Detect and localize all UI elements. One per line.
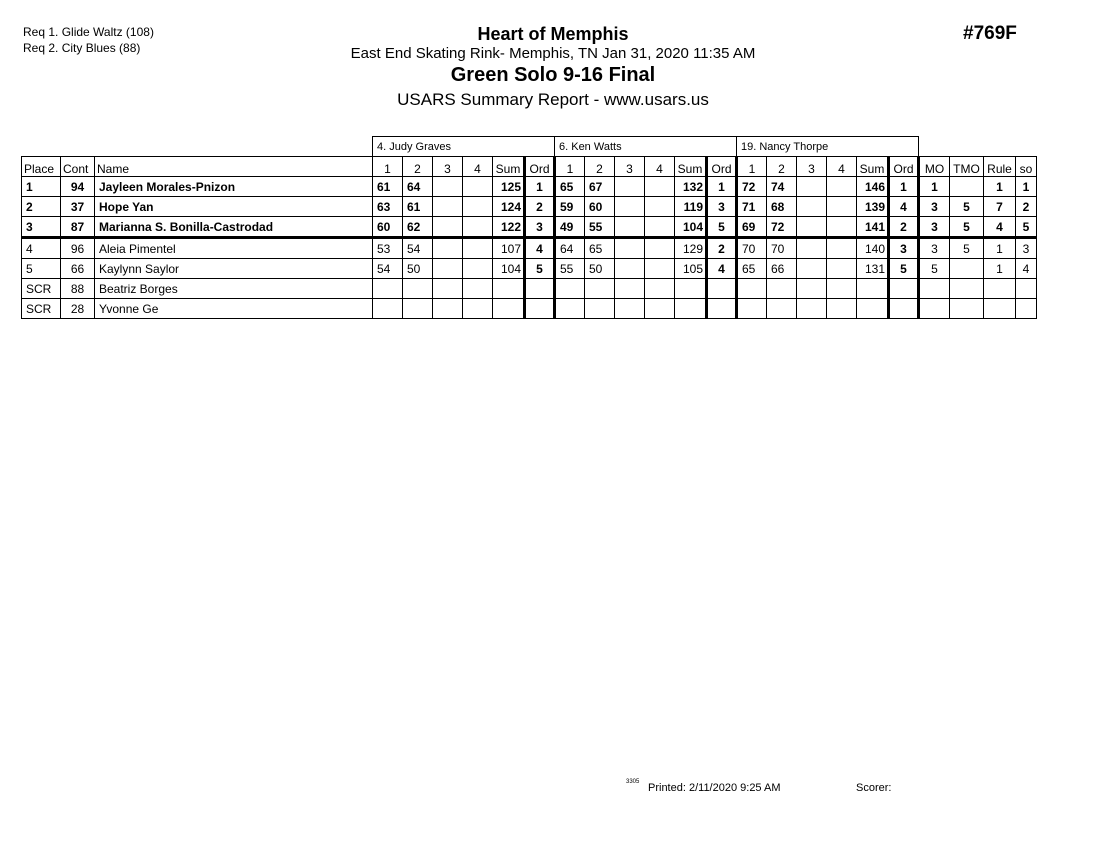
- judge-score-cell: [433, 197, 463, 217]
- column-header-mo: MO: [919, 157, 950, 177]
- rule-cell: 1: [984, 259, 1016, 279]
- judge-ordinal-cell: 5: [525, 259, 555, 279]
- judge-score-cell: [463, 259, 493, 279]
- judge-sum-cell: 141: [857, 217, 889, 238]
- place-cell: 3: [22, 217, 61, 238]
- judge-score-cell: 60: [585, 197, 615, 217]
- event-name: Heart of Memphis: [477, 24, 629, 44]
- place-cell: 4: [22, 238, 61, 259]
- judge-sum-cell: 129: [675, 238, 707, 259]
- judge-score-cell: [767, 279, 797, 299]
- judge-score-cell: [797, 299, 827, 319]
- place-cell: SCR: [22, 279, 61, 299]
- skater-name-cell: Hope Yan: [95, 197, 373, 217]
- required-dance-2: Req 2. City Blues (88): [23, 41, 141, 55]
- contestant-number-cell: 87: [61, 217, 95, 238]
- judge-ordinal-cell: 4: [707, 259, 737, 279]
- report-name: USARS Summary Report - www.usars.us: [397, 90, 709, 109]
- judge-score-cell: 71: [737, 197, 767, 217]
- skater-name-cell: Jayleen Morales-Pnizon: [95, 177, 373, 197]
- judge-ordinal-cell: 5: [707, 217, 737, 238]
- rule-cell: [984, 299, 1016, 319]
- so-cell: [1016, 279, 1037, 299]
- judge-sum-cell: 125: [493, 177, 525, 197]
- place-cell: 5: [22, 259, 61, 279]
- judge-score-cell: [463, 279, 493, 299]
- table-row: [22, 177, 1037, 197]
- judge-name: 6. Ken Watts: [555, 137, 737, 157]
- judge-score-cell: 62: [403, 217, 433, 238]
- judge-sum-cell: 140: [857, 238, 889, 259]
- judge-score-cell: [433, 259, 463, 279]
- judge-score-cell: [797, 259, 827, 279]
- so-cell: 4: [1016, 259, 1037, 279]
- judge-score-cell: [737, 279, 767, 299]
- judge-score-cell: [585, 299, 615, 319]
- judge-score-cell: 66: [767, 259, 797, 279]
- judge-sum-cell: 139: [857, 197, 889, 217]
- column-header-cont: Cont: [61, 157, 95, 177]
- mo-cell: [919, 279, 950, 299]
- judge-score-cell: [645, 279, 675, 299]
- mo-cell: 3: [919, 238, 950, 259]
- judge-score-cell: [463, 177, 493, 197]
- skater-name-cell: Yvonne Ge: [95, 299, 373, 319]
- judge-score-cell: 67: [585, 177, 615, 197]
- judge-score-cell: 63: [373, 197, 403, 217]
- judge-score-cell: 68: [767, 197, 797, 217]
- contestant-number-cell: 96: [61, 238, 95, 259]
- judge-score-cell: 65: [737, 259, 767, 279]
- tmo-cell: [950, 177, 984, 197]
- table-row: [22, 299, 1037, 319]
- judge-score-cell: [615, 197, 645, 217]
- judge-score-cell: [615, 238, 645, 259]
- judge-sum-cell: 107: [493, 238, 525, 259]
- column-header-judge-score: Ord: [525, 157, 555, 177]
- column-header-judge-score: Sum: [857, 157, 889, 177]
- results-table: [21, 136, 1037, 319]
- table-row: [22, 238, 1037, 259]
- event-number: #769F: [963, 23, 1017, 44]
- judge-score-cell: [767, 299, 797, 319]
- column-header-name: Name: [95, 157, 373, 177]
- judge-score-cell: [827, 259, 857, 279]
- judge-score-cell: [797, 177, 827, 197]
- judge-score-cell: [555, 279, 585, 299]
- judge-score-cell: [433, 177, 463, 197]
- tmo-cell: 5: [950, 238, 984, 259]
- judge-score-cell: 72: [767, 217, 797, 238]
- judge-score-cell: 55: [555, 259, 585, 279]
- judge-ordinal-cell: 3: [525, 217, 555, 238]
- judge-score-cell: [645, 177, 675, 197]
- column-header-judge-score: Sum: [675, 157, 707, 177]
- table-row: [22, 197, 1037, 217]
- column-header-judge-score: Ord: [707, 157, 737, 177]
- judge-score-cell: 64: [403, 177, 433, 197]
- judge-ordinal-cell: [707, 279, 737, 299]
- judge-score-cell: [827, 177, 857, 197]
- column-header-judge-score: 3: [433, 157, 463, 177]
- column-header-judge-score: 3: [797, 157, 827, 177]
- judge-row: [22, 137, 1037, 157]
- judge-score-cell: 61: [373, 177, 403, 197]
- judge-score-cell: [463, 238, 493, 259]
- judge-score-cell: 54: [403, 238, 433, 259]
- judge-score-cell: 69: [737, 217, 767, 238]
- judge-score-cell: 50: [585, 259, 615, 279]
- judge-sum-cell: 131: [857, 259, 889, 279]
- column-header-judge-score: 2: [767, 157, 797, 177]
- place-cell: SCR: [22, 299, 61, 319]
- judge-score-cell: [373, 279, 403, 299]
- judge-score-cell: [737, 299, 767, 319]
- mo-cell: 1: [919, 177, 950, 197]
- place-cell: 1: [22, 177, 61, 197]
- rule-cell: 7: [984, 197, 1016, 217]
- skater-name-cell: Aleia Pimentel: [95, 238, 373, 259]
- judge-score-cell: [615, 279, 645, 299]
- tmo-cell: [950, 299, 984, 319]
- column-header-judge-score: 4: [645, 157, 675, 177]
- table-row: [22, 259, 1037, 279]
- judge-score-cell: [645, 217, 675, 238]
- column-header-judge-score: 1: [737, 157, 767, 177]
- judge-score-cell: 53: [373, 238, 403, 259]
- judge-score-cell: [797, 197, 827, 217]
- judge-score-cell: [797, 279, 827, 299]
- judge-score-cell: 70: [737, 238, 767, 259]
- rule-cell: [984, 279, 1016, 299]
- column-header-rule: Rule: [984, 157, 1016, 177]
- mo-cell: [919, 299, 950, 319]
- tmo-cell: 5: [950, 197, 984, 217]
- contestant-number-cell: 66: [61, 259, 95, 279]
- column-header-judge-score: 1: [373, 157, 403, 177]
- judge-score-cell: [373, 299, 403, 319]
- contestant-number-cell: 37: [61, 197, 95, 217]
- required-dance-1: Req 1. Glide Waltz (108): [23, 25, 154, 39]
- judge-sum-cell: 119: [675, 197, 707, 217]
- judge-sum-cell: [675, 279, 707, 299]
- judge-name: 19. Nancy Thorpe: [737, 137, 919, 157]
- judge-score-cell: 65: [585, 238, 615, 259]
- rule-cell: 1: [984, 238, 1016, 259]
- judge-score-cell: [615, 177, 645, 197]
- column-header-judge-score: 2: [403, 157, 433, 177]
- judge-sum-cell: [493, 279, 525, 299]
- judge-score-cell: 72: [737, 177, 767, 197]
- judge-score-cell: 54: [373, 259, 403, 279]
- judge-score-cell: [463, 299, 493, 319]
- judge-score-cell: [463, 197, 493, 217]
- tmo-cell: 5: [950, 217, 984, 238]
- rule-cell: 1: [984, 177, 1016, 197]
- judge-ordinal-cell: 3: [889, 238, 919, 259]
- tmo-cell: [950, 279, 984, 299]
- column-header-judge-score: 3: [615, 157, 645, 177]
- footer-tag: 3305: [626, 779, 640, 785]
- judge-score-cell: [403, 299, 433, 319]
- judge-score-cell: 55: [585, 217, 615, 238]
- judge-score-cell: [827, 217, 857, 238]
- judge-ordinal-cell: 2: [525, 197, 555, 217]
- judge-ordinal-cell: [525, 299, 555, 319]
- judge-score-cell: [827, 238, 857, 259]
- skater-name-cell: Kaylynn Saylor: [95, 259, 373, 279]
- judge-score-cell: 65: [555, 177, 585, 197]
- judge-score-cell: [645, 259, 675, 279]
- judge-score-cell: 50: [403, 259, 433, 279]
- judge-score-cell: [433, 238, 463, 259]
- judge-score-cell: [645, 299, 675, 319]
- so-cell: 2: [1016, 197, 1037, 217]
- so-cell: [1016, 299, 1037, 319]
- judge-ordinal-cell: 4: [889, 197, 919, 217]
- mo-cell: 5: [919, 259, 950, 279]
- tmo-cell: [950, 259, 984, 279]
- judge-score-cell: [797, 217, 827, 238]
- column-header-judge-score: Ord: [889, 157, 919, 177]
- judge-score-cell: 59: [555, 197, 585, 217]
- mo-cell: 3: [919, 197, 950, 217]
- column-header-tmo: TMO: [950, 157, 984, 177]
- mo-cell: 3: [919, 217, 950, 238]
- judge-score-cell: [433, 279, 463, 299]
- column-header-so: so: [1016, 157, 1037, 177]
- judge-score-cell: 61: [403, 197, 433, 217]
- contestant-number-cell: 28: [61, 299, 95, 319]
- judge-score-cell: 64: [555, 238, 585, 259]
- judge-ordinal-cell: 2: [889, 217, 919, 238]
- so-cell: 3: [1016, 238, 1037, 259]
- judge-score-cell: [827, 279, 857, 299]
- judge-score-cell: [827, 299, 857, 319]
- column-header-judge-score: 2: [585, 157, 615, 177]
- judge-score-cell: [645, 238, 675, 259]
- judge-score-cell: [615, 217, 645, 238]
- judge-score-cell: [797, 238, 827, 259]
- so-cell: 1: [1016, 177, 1037, 197]
- judge-ordinal-cell: 1: [889, 177, 919, 197]
- page-title: Green Solo 9-16 Final: [450, 64, 656, 86]
- judge-sum-cell: [675, 299, 707, 319]
- column-header-row: [22, 157, 1037, 177]
- column-header-judge-score: 1: [555, 157, 585, 177]
- skater-name-cell: Marianna S. Bonilla-Castrodad: [95, 217, 373, 238]
- judge-score-cell: [463, 217, 493, 238]
- column-header-judge-score: 4: [463, 157, 493, 177]
- table-row: [22, 279, 1037, 299]
- column-header-judge-score: 4: [827, 157, 857, 177]
- judge-sum-cell: 122: [493, 217, 525, 238]
- judge-ordinal-cell: 4: [525, 238, 555, 259]
- judge-sum-cell: 104: [493, 259, 525, 279]
- judge-ordinal-cell: [525, 279, 555, 299]
- judge-sum-cell: 105: [675, 259, 707, 279]
- column-header-judge-score: Sum: [493, 157, 525, 177]
- judge-score-cell: [433, 217, 463, 238]
- event-location: East End Skating Rink- Memphis, TN Jan 31, 2020 11:35 AM: [350, 45, 756, 62]
- judge-ordinal-cell: 5: [889, 259, 919, 279]
- column-header-place: Place: [22, 157, 61, 177]
- judge-sum-cell: [493, 299, 525, 319]
- judge-score-cell: [403, 279, 433, 299]
- judge-sum-cell: 146: [857, 177, 889, 197]
- results-body: [22, 177, 1037, 319]
- contestant-number-cell: 94: [61, 177, 95, 197]
- judge-ordinal-cell: [889, 299, 919, 319]
- judge-score-cell: [615, 299, 645, 319]
- place-cell: 2: [22, 197, 61, 217]
- judge-ordinal-cell: 3: [707, 197, 737, 217]
- judge-score-cell: 60: [373, 217, 403, 238]
- judge-sum-cell: 132: [675, 177, 707, 197]
- rule-cell: 4: [984, 217, 1016, 238]
- judge-ordinal-cell: 1: [707, 177, 737, 197]
- judge-sum-cell: 124: [493, 197, 525, 217]
- judge-score-cell: [555, 299, 585, 319]
- judge-ordinal-cell: [707, 299, 737, 319]
- judge-score-cell: [645, 197, 675, 217]
- judge-ordinal-cell: [889, 279, 919, 299]
- so-cell: 5: [1016, 217, 1037, 238]
- printed-date: Printed: 2/11/2020 9:25 AM: [648, 782, 781, 794]
- scorer-label: Scorer:: [856, 782, 892, 794]
- judge-sum-cell: [857, 299, 889, 319]
- contestant-number-cell: 88: [61, 279, 95, 299]
- table-row: [22, 217, 1037, 238]
- judge-ordinal-cell: 1: [525, 177, 555, 197]
- judge-ordinal-cell: 2: [707, 238, 737, 259]
- judge-name: 4. Judy Graves: [373, 137, 555, 157]
- judge-score-cell: 74: [767, 177, 797, 197]
- judge-score-cell: [585, 279, 615, 299]
- judge-score-cell: 70: [767, 238, 797, 259]
- judge-score-cell: [615, 259, 645, 279]
- judge-score-cell: [433, 299, 463, 319]
- judge-score-cell: 49: [555, 217, 585, 238]
- skater-name-cell: Beatriz Borges: [95, 279, 373, 299]
- judge-sum-cell: [857, 279, 889, 299]
- judge-score-cell: [827, 197, 857, 217]
- judge-sum-cell: 104: [675, 217, 707, 238]
